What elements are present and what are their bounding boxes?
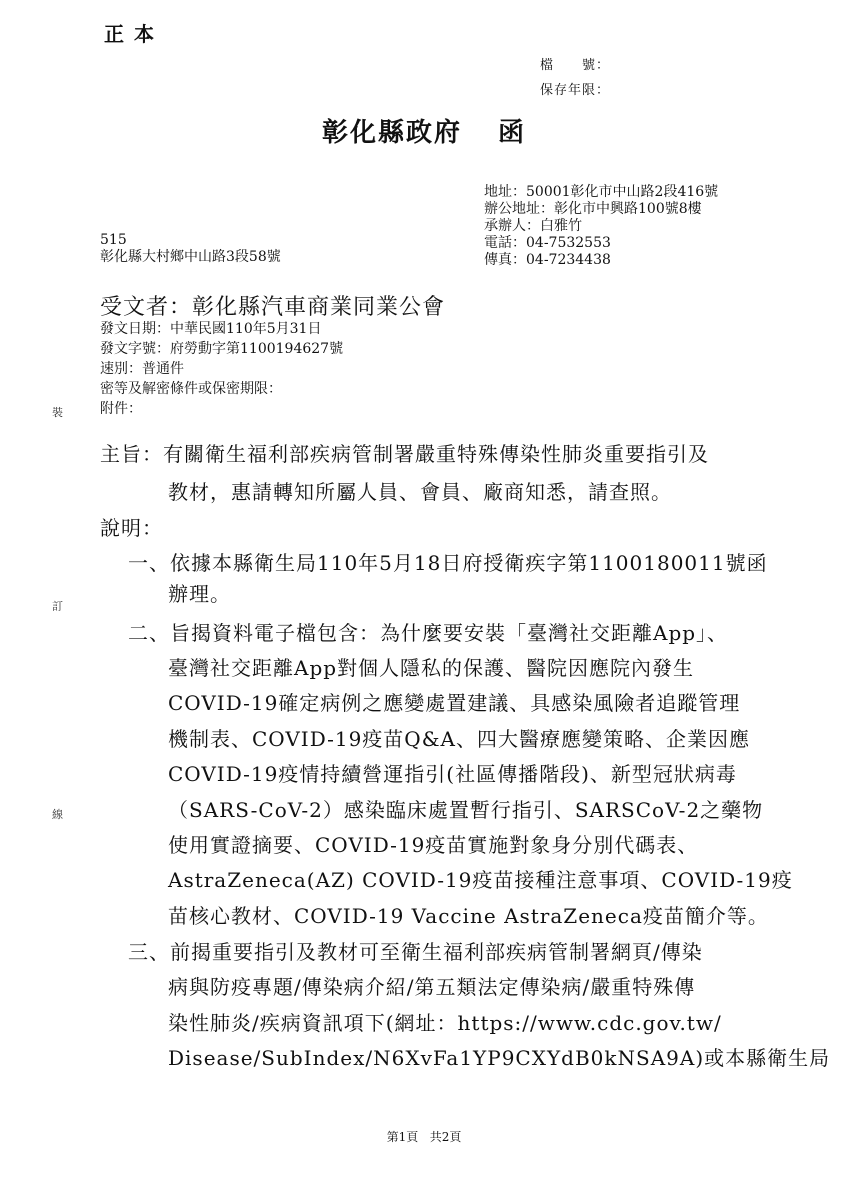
explanation-item-3: Disease/SubIndex/N6XvFa1YP9CXYdB0kNSA9A)或本縣衛生局 [168,1046,831,1070]
explanation-item-3: 染性肺炎/疾病資訊項下(網址：https://www.cdc.gov.tw/ [168,1011,722,1035]
sender-handler: 承辦人：白雅竹 [484,218,582,234]
binding-mark: 裝 [52,406,63,419]
subject-line: 教材，惠請轉知所屬人員、會員、廠商知悉，請查照。 [168,480,672,504]
agency-name: 彰化縣政府 [321,118,462,148]
page-footer [0,1128,848,1145]
explanation-item-3: 三、前揭重要指引及教材可至衛生福利部疾病管制署網頁/傳染 [128,940,703,964]
document-title [0,112,848,149]
issue-date: 發文日期：中華民國110年5月31日 [100,321,322,337]
document-type: 函 [498,118,527,148]
explanation-item-2: （SARS-CoV-2）感染臨床處置暫行指引、SARSCoV-2之藥物 [168,798,764,822]
binding-mark: 訂 [52,600,63,613]
recipient-name: 受文者：彰化縣汽車商業同業公會 [100,295,446,320]
file-number-label: 檔 號： [540,58,611,73]
explanation-item-2: 苗核心教材、COVID-19 Vaccine AstraZeneca疫苗簡介等。 [168,904,769,928]
security-level: 密等及解密條件或保密期限： [100,381,282,397]
sender-office-address: 辦公地址：彰化市中興路100號8樓 [484,201,702,217]
document-number: 發文字號：府勞動字第1100194627號 [100,341,344,357]
sender-phone: 電話：04-7532553 [484,235,611,251]
explanation-item-2: AstraZeneca(AZ) COVID-19疫苗接種注意事項、COVID-19疫 [168,868,793,892]
sender-fax: 傳真：04-7234438 [484,252,611,268]
page-number: 第1頁 [386,1130,419,1144]
explanation-item-3: 病與防疫專題/傳染病介紹/第五類法定傳染病/嚴重特殊傳 [168,975,696,999]
explanation-label: 說明： [100,516,163,540]
sender-address: 地址：50001彰化市中山路2段416號 [484,184,719,200]
explanation-item-2: 機制表、COVID-19疫苗Q&A、四大醫療應變策略、企業因應 [168,727,750,751]
explanation-item-2: 二、旨揭資料電子檔包含：為什麼要安裝「臺灣社交距離App」、 [128,621,729,645]
attachments: 附件： [100,401,142,417]
explanation-item-2: COVID-19疫情持續營運指引(社區傳播階段)、新型冠狀病毒 [168,762,737,786]
explanation-item-1: 辦理。 [168,582,231,606]
subject-line: 主旨：有關衛生福利部疾病管制署嚴重特殊傳染性肺炎重要指引及 [100,442,709,466]
explanation-item-2: 臺灣社交距離App對個人隱私的保護、醫院因應院內發生 [168,656,695,680]
retention-period-label: 保存年限： [540,83,611,98]
binding-mark: 線 [52,808,63,821]
copy-mark: 正本 [104,22,164,46]
recipient-postal-code: 515 [100,232,127,248]
explanation-item-1: 一、依據本縣衛生局110年5月18日府授衛疾字第1100180011號函 [128,551,768,575]
recipient-address: 彰化縣大村鄉中山路3段58號 [100,249,281,265]
delivery-speed: 速別：普通件 [100,361,184,377]
explanation-item-2: 使用實證摘要、COVID-19疫苗實施對象身分別代碼表、 [168,833,699,857]
explanation-item-2: COVID-19確定病例之應變處置建議、具感染風險者追蹤管理 [168,691,741,715]
total-pages: 共2頁 [429,1130,462,1144]
